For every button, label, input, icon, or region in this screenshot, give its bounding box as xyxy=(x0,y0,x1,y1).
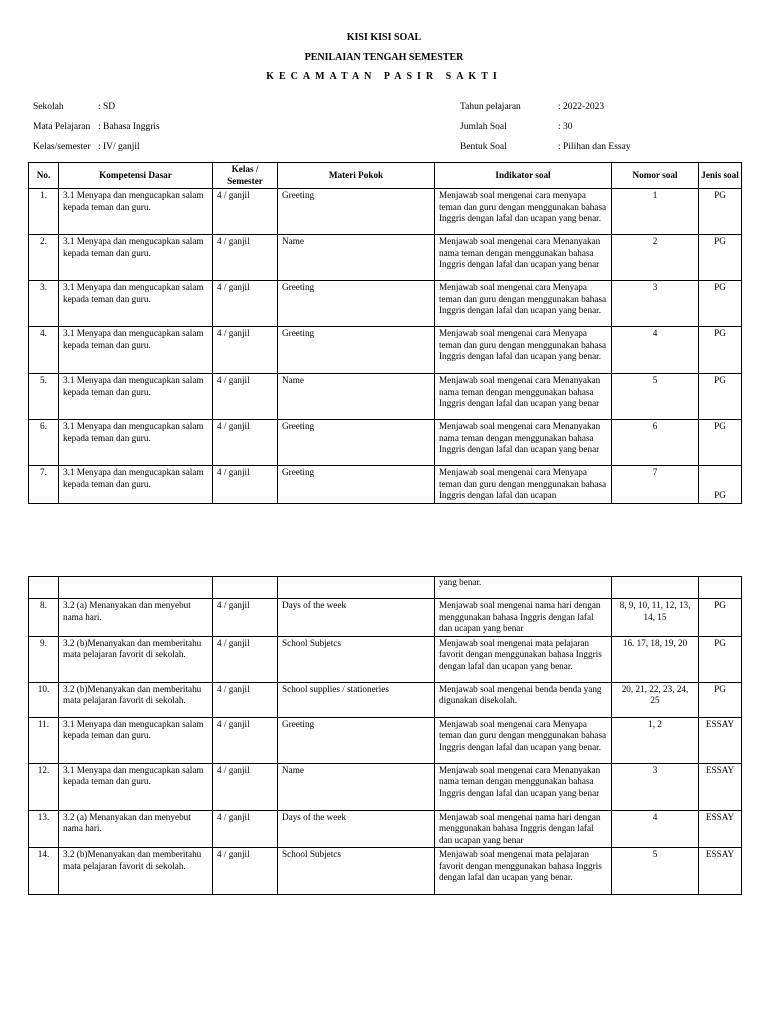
cell-indikator: Menjawab soal mengenai cara Menyapa teman dan guru dengan menggunakan bahasa Inggris dengan lafal dan ucapan yang benar. xyxy=(435,717,612,763)
jumlah-value: : 30 xyxy=(558,122,573,132)
cell-materi: Name xyxy=(278,235,435,281)
cell-kompetensi: 3.1 Menyapa dan mengucapkan salam kepada teman dan guru. xyxy=(59,374,213,420)
cell-no: 13. xyxy=(29,810,59,848)
cell-jenis: PG xyxy=(699,374,742,420)
cell-indikator: Menjawab soal mengenai benda benda yang digunakan disekolah. xyxy=(435,682,612,717)
tahun-label: Tahun pelajaran xyxy=(460,102,521,112)
cell-materi: Greeting xyxy=(278,327,435,374)
cell-indikator: Menjawab soal mengenai mata pelajaran favorit dengan menggunakan bahasa Inggris dengan lafal dan ucapan yang benar. xyxy=(435,636,612,682)
cell-indikator: Menjawab soal mengenai cara Menyapa teman dan guru dengan menggunakan bahasa Inggris dengan lafal dan ucapan xyxy=(435,466,612,504)
cell-kompetensi: 3.2 (b)Menanyakan dan memberitahu mata pelajaran favorit di sekolah. xyxy=(59,848,213,895)
cell-no: 1. xyxy=(29,189,59,235)
cell-nomor: 2 xyxy=(612,235,699,281)
header-indikator: Indikator soal xyxy=(435,163,612,189)
cell-no: 12. xyxy=(29,763,59,810)
cell-no: 6. xyxy=(29,420,59,466)
cell-kelas: 4 / ganjil xyxy=(213,810,278,848)
kisi-table-page2 xyxy=(28,576,742,895)
table-row xyxy=(29,717,742,763)
table-row xyxy=(29,235,742,281)
cell-materi: Name xyxy=(278,763,435,810)
cell-indikator: Menjawab soal mengenai cara Menyapa teman dan guru dengan menggunakan bahasa Inggris dengan lafal dan ucapan yang benar. xyxy=(435,327,612,374)
cell-kelas: 4 / ganjil xyxy=(213,327,278,374)
table-row xyxy=(29,848,742,895)
cell-kelas: 4 / ganjil xyxy=(213,599,278,637)
cell-indikator: Menjawab soal mengenai cara Menanyakan nama teman dengan menggunakan bahasa Inggris dengan lafal dan ucapan yang benar xyxy=(435,235,612,281)
table-row xyxy=(29,189,742,235)
cell-kompetensi: 3.1 Menyapa dan mengucapkan salam kepada teman dan guru. xyxy=(59,466,213,504)
cell-empty xyxy=(29,577,59,599)
cell-kelas: 4 / ganjil xyxy=(213,848,278,895)
cell-materi: Greeting xyxy=(278,717,435,763)
cell-kelas: 4 / ganjil xyxy=(213,763,278,810)
cell-nomor: 5 xyxy=(612,374,699,420)
cell-empty xyxy=(278,577,435,599)
bentuk-label: Bentuk Soal xyxy=(460,142,507,152)
cell-jenis: PG xyxy=(699,466,742,504)
cell-indikator: Menjawab soal mengenai cara Menanyakan nama teman dengan menggunakan bahasa Inggris dengan lafal dan ucapan yang benar xyxy=(435,763,612,810)
cell-jenis: PG xyxy=(699,599,742,637)
cell-kompetensi: 3.2 (a) Menanyakan dan menyebut nama hari. xyxy=(59,599,213,637)
cell-jenis: ESSAY xyxy=(699,848,742,895)
cell-nomor: 7 xyxy=(612,466,699,504)
cell-no: 10. xyxy=(29,682,59,717)
cell-jenis: ESSAY xyxy=(699,717,742,763)
table-row xyxy=(29,810,742,848)
cell-empty xyxy=(612,577,699,599)
cell-kompetensi: 3.1 Menyapa dan mengucapkan salam kepada teman dan guru. xyxy=(59,189,213,235)
cell-kompetensi: 3.2 (a) Menanyakan dan menyebut nama hari. xyxy=(59,810,213,848)
cell-kelas: 4 / ganjil xyxy=(213,235,278,281)
jumlah-label: Jumlah Soal xyxy=(460,122,507,132)
cell-kelas: 4 / ganjil xyxy=(213,374,278,420)
cell-nomor: 8, 9, 10, 11, 12, 13, 14, 15 xyxy=(612,599,699,637)
cell-materi: School Subjetcs xyxy=(278,636,435,682)
header-no: No. xyxy=(29,163,59,189)
cell-materi: Greeting xyxy=(278,281,435,327)
cell-kompetensi: 3.1 Menyapa dan mengucapkan salam kepada teman dan guru. xyxy=(59,281,213,327)
table-row xyxy=(29,466,742,504)
cell-jenis: PG xyxy=(699,327,742,374)
continuation-row xyxy=(29,577,742,599)
mapel-label: Mata Pelajaran xyxy=(33,122,91,132)
cell-nomor: 3 xyxy=(612,763,699,810)
cell-nomor: 1, 2 xyxy=(612,717,699,763)
table-header-row xyxy=(29,163,742,189)
cell-no: 4. xyxy=(29,327,59,374)
table-row xyxy=(29,420,742,466)
header-jenis: Jenis soal xyxy=(699,163,742,189)
cell-jenis: PG xyxy=(699,235,742,281)
cell-indikator: Menjawab soal mengenai cara Menanyakan nama teman dengan menggunakan bahasa Inggris dengan lafal dan ucapan yang benar xyxy=(435,420,612,466)
cell-kompetensi: 3.2 (b)Menanyakan dan memberitahu mata pelajaran favorit di sekolah. xyxy=(59,636,213,682)
cell-materi: Greeting xyxy=(278,189,435,235)
cell-no: 2. xyxy=(29,235,59,281)
cell-indikator: Menjawab soal mengenai cara menyapa teman dan guru dengan menggunakan bahasa Inggris dengan lafal dan ucapan yang benar. xyxy=(435,189,612,235)
cell-indikator: Menjawab soal mengenai nama hari dengan menggunakan bahasa Inggris dengan lafal dan ucapan yang benar xyxy=(435,810,612,848)
bentuk-value: : Pilihan dan Essay xyxy=(558,142,631,152)
cell-jenis: PG xyxy=(699,189,742,235)
cell-kelas: 4 / ganjil xyxy=(213,717,278,763)
cell-materi: School supplies / stationeries xyxy=(278,682,435,717)
cell-nomor: 4 xyxy=(612,327,699,374)
table-row xyxy=(29,327,742,374)
cell-nomor: 3 xyxy=(612,281,699,327)
cell-no: 11. xyxy=(29,717,59,763)
cell-kelas: 4 / ganjil xyxy=(213,682,278,717)
header-materi: Materi Pokok xyxy=(278,163,435,189)
document-subtitle: PENILAIAN TENGAH SEMESTER xyxy=(304,52,464,63)
cell-jenis: PG xyxy=(699,636,742,682)
cell-no: 14. xyxy=(29,848,59,895)
cell-nomor: 16. 17, 18, 19, 20 xyxy=(612,636,699,682)
cell-jenis: ESSAY xyxy=(699,763,742,810)
sekolah-label: Sekolah xyxy=(33,102,64,112)
cell-nomor: 6 xyxy=(612,420,699,466)
cell-kompetensi: 3.1 Menyapa dan mengucapkan salam kepada teman dan guru. xyxy=(59,420,213,466)
cell-jenis: ESSAY xyxy=(699,810,742,848)
table-row xyxy=(29,281,742,327)
cell-materi: Days of the week xyxy=(278,599,435,637)
document-title: KISI KISI SOAL xyxy=(346,32,422,43)
header-nomor: Nomor soal xyxy=(612,163,699,189)
cell-empty xyxy=(213,577,278,599)
cell-no: 8. xyxy=(29,599,59,637)
cell-no: 3. xyxy=(29,281,59,327)
header-kompetensi: Kompetensi Dasar xyxy=(59,163,213,189)
cell-materi: Days of the week xyxy=(278,810,435,848)
cell-kelas: 4 / ganjil xyxy=(213,636,278,682)
cell-jenis: PG xyxy=(699,682,742,717)
kelas-value: : IV/ ganjil xyxy=(98,142,140,152)
kisi-table-page1 xyxy=(28,162,742,504)
cell-empty xyxy=(699,577,742,599)
cell-indikator-continuation: yang benar. xyxy=(435,577,612,599)
cell-kompetensi: 3.1 Menyapa dan mengucapkan salam kepada teman dan guru. xyxy=(59,327,213,374)
cell-materi: School Subjetcs xyxy=(278,848,435,895)
cell-kelas: 4 / ganjil xyxy=(213,281,278,327)
cell-kompetensi: 3.1 Menyapa dan mengucapkan salam kepada teman dan guru. xyxy=(59,763,213,810)
tahun-value: : 2022-2023 xyxy=(558,102,605,112)
cell-indikator: Menjawab soal mengenai cara Menanyakan nama teman dengan menggunakan bahasa Inggris dengan lafal dan ucapan yang benar xyxy=(435,374,612,420)
cell-kelas: 4 / ganjil xyxy=(213,420,278,466)
cell-indikator: Menjawab soal mengenai mata pelajaran favorit dengan menggunakan bahasa Inggris dengan lafal dan ucapan yang benar. xyxy=(435,848,612,895)
document-district: KECAMATAN PASIR SAKTI xyxy=(266,71,502,82)
cell-indikator: Menjawab soal mengenai nama hari dengan menggunakan bahasa Inggris dengan lafal dan ucapan yang benar xyxy=(435,599,612,637)
cell-jenis: PG xyxy=(699,420,742,466)
cell-nomor: 1 xyxy=(612,189,699,235)
cell-materi: Greeting xyxy=(278,466,435,504)
cell-empty xyxy=(59,577,213,599)
table-row xyxy=(29,374,742,420)
cell-materi: Greeting xyxy=(278,420,435,466)
table-row xyxy=(29,599,742,637)
cell-kompetensi: 3.2 (b)Menanyakan dan memberitahu mata pelajaran favorit di sekolah. xyxy=(59,682,213,717)
kelas-label: Kelas/semester xyxy=(33,142,91,152)
cell-kompetensi: 3.1 Menyapa dan mengucapkan salam kepada teman dan guru. xyxy=(59,235,213,281)
cell-nomor: 5 xyxy=(612,848,699,895)
cell-no: 5. xyxy=(29,374,59,420)
table-row xyxy=(29,682,742,717)
cell-no: 7. xyxy=(29,466,59,504)
cell-indikator: Menjawab soal mengenai cara Menyapa teman dan guru dengan menggunakan bahasa Inggris dengan lafal dan ucapan yang benar. xyxy=(435,281,612,327)
sekolah-value: : SD xyxy=(98,102,116,112)
table-row xyxy=(29,763,742,810)
table-row xyxy=(29,636,742,682)
header-kelas: Kelas / Semester xyxy=(213,163,278,189)
cell-nomor: 4 xyxy=(612,810,699,848)
cell-materi: Name xyxy=(278,374,435,420)
mapel-value: : Bahasa Inggris xyxy=(98,122,160,132)
cell-kelas: 4 / ganjil xyxy=(213,466,278,504)
cell-kompetensi: 3.1 Menyapa dan mengucapkan salam kepada teman dan guru. xyxy=(59,717,213,763)
cell-jenis: PG xyxy=(699,281,742,327)
cell-kelas: 4 / ganjil xyxy=(213,189,278,235)
cell-nomor: 20, 21, 22, 23, 24, 25 xyxy=(612,682,699,717)
cell-no: 9. xyxy=(29,636,59,682)
